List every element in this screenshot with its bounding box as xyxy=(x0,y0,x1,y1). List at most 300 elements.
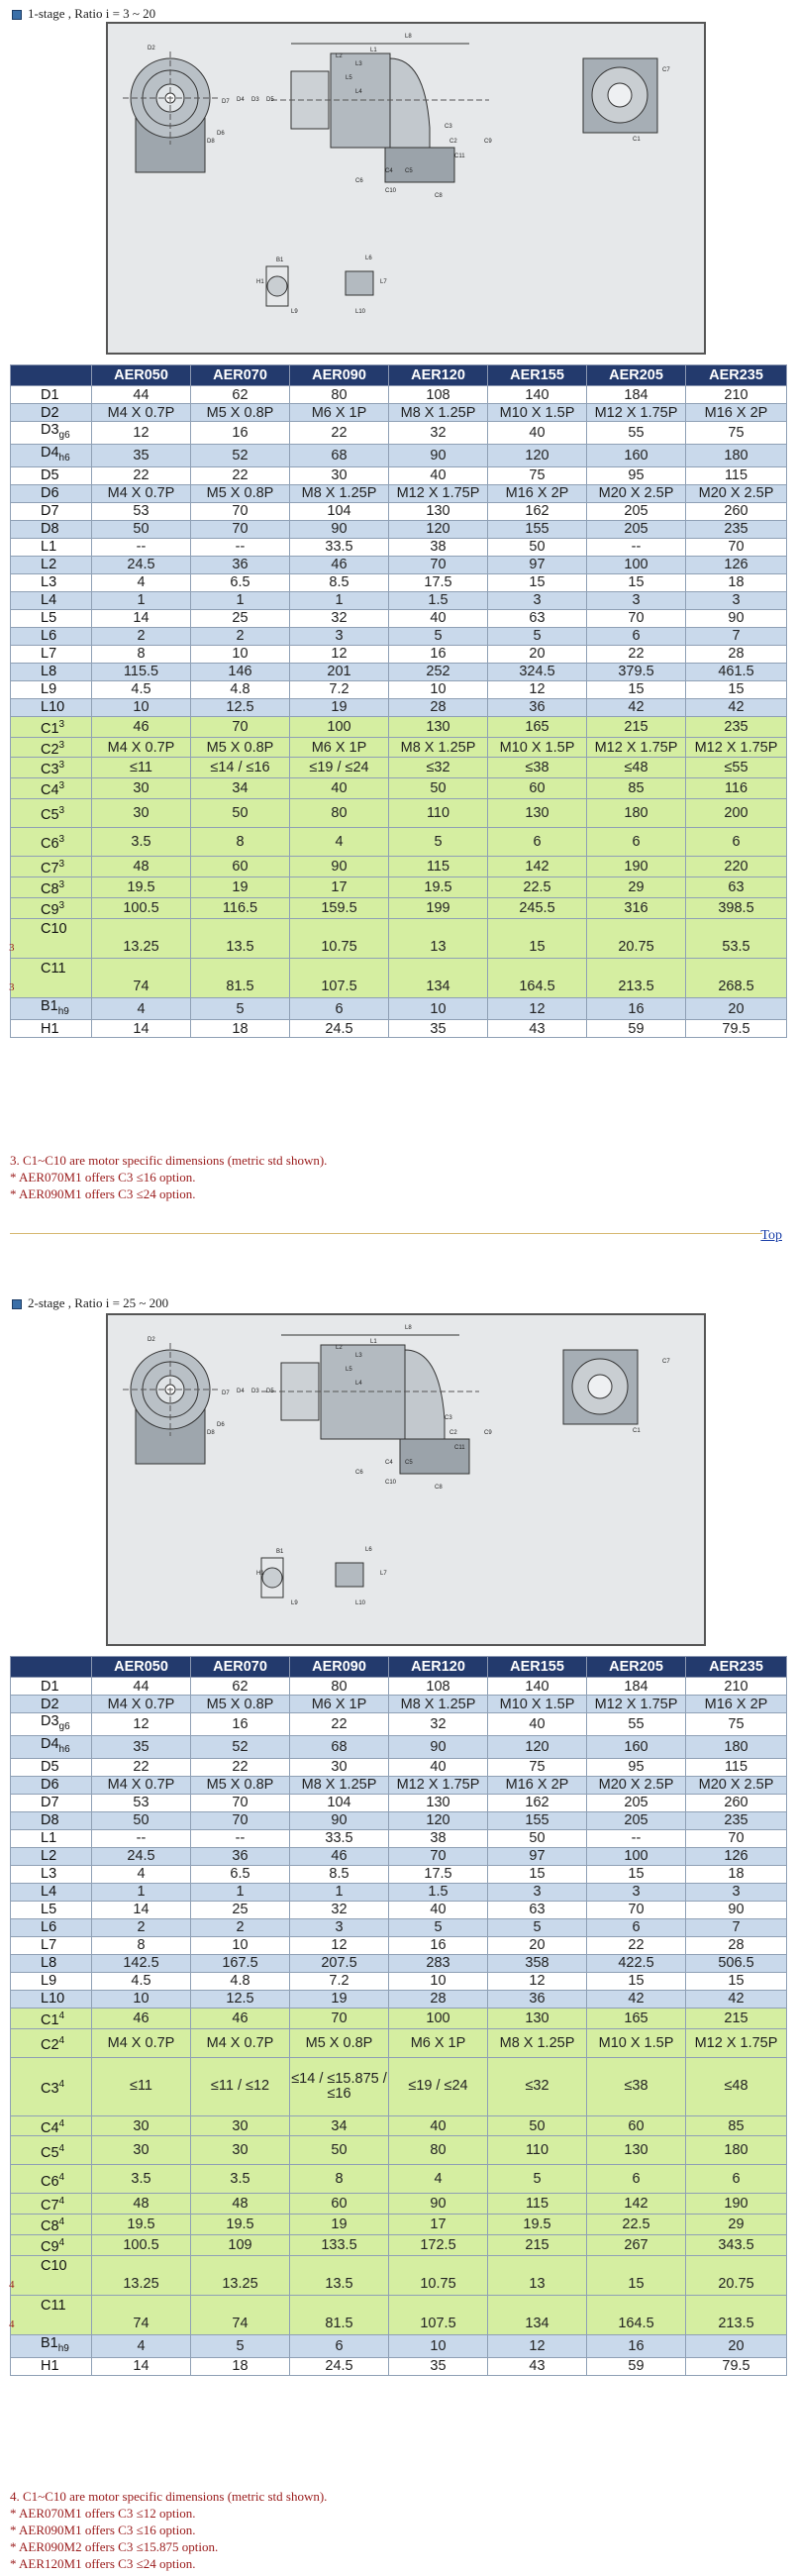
column-header: AER235 xyxy=(686,1657,787,1678)
row-label xyxy=(11,737,92,758)
table-cell: 15 xyxy=(488,573,587,591)
row-label-text: D8 xyxy=(41,521,59,538)
table-cell: 180 xyxy=(686,2136,787,2165)
table-cell: 100.5 xyxy=(92,2235,191,2256)
table-cell: 164.5 xyxy=(488,958,587,997)
row-label xyxy=(11,1972,92,1990)
table-cell: 30 xyxy=(92,2136,191,2165)
notes-2stage xyxy=(10,2488,327,2572)
row-label xyxy=(11,2008,92,2028)
table-row xyxy=(11,2295,787,2334)
table-cell: -- xyxy=(587,1829,686,1847)
table-cell: 142 xyxy=(587,2194,686,2215)
column-header: AER155 xyxy=(488,365,587,386)
table-cell: 62 xyxy=(191,386,290,404)
table-cell: 4 xyxy=(92,2334,191,2357)
table-cell: 10 xyxy=(389,2334,488,2357)
table-cell: 267 xyxy=(587,2235,686,2256)
table-cell: 42 xyxy=(686,698,787,716)
dimension-label: L4 xyxy=(355,89,362,95)
table-cell: 90 xyxy=(389,444,488,466)
row-label xyxy=(11,2115,92,2136)
row-label-text: L5 xyxy=(41,1902,57,1918)
row-label xyxy=(11,663,92,680)
table-cell: 50 xyxy=(488,1829,587,1847)
table-cell: 34 xyxy=(290,2115,389,2136)
row-label xyxy=(11,758,92,778)
table-cell: M8 X 1.25P xyxy=(290,484,389,502)
table-cell: 205 xyxy=(587,502,686,520)
side-footnote-mark: 4 xyxy=(9,2318,15,2330)
table-cell: M10 X 1.5P xyxy=(488,1696,587,1713)
row-label xyxy=(11,799,92,828)
column-header: AER090 xyxy=(290,1657,389,1678)
row-label xyxy=(11,2057,92,2115)
table-cell: 52 xyxy=(191,1735,290,1758)
table-cell: 75 xyxy=(686,1713,787,1736)
table-row xyxy=(11,1901,787,1918)
table-cell: 50 xyxy=(92,520,191,538)
top-link[interactable]: Top xyxy=(760,1228,782,1243)
table-cell: 63 xyxy=(488,609,587,627)
table-cell: M20 X 2.5P xyxy=(587,1776,686,1794)
table-cell: 4 xyxy=(92,997,191,1020)
row-label xyxy=(11,2215,92,2235)
dimension-label: D3 xyxy=(251,97,259,103)
row-label xyxy=(11,680,92,698)
table-cell: 100.5 xyxy=(92,897,191,918)
table-row xyxy=(11,857,787,877)
table-cell: 25 xyxy=(191,1901,290,1918)
table-cell: 70 xyxy=(191,1811,290,1829)
table-cell: 115 xyxy=(488,2194,587,2215)
table-cell: 268.5 xyxy=(686,958,787,997)
dimension-label: C7 xyxy=(662,67,670,73)
table-cell: M12 X 1.75P xyxy=(587,737,686,758)
table-cell: 40 xyxy=(389,609,488,627)
table-cell: 17 xyxy=(389,2215,488,2235)
table-cell: 90 xyxy=(686,1901,787,1918)
row-label-text: L8 xyxy=(41,1955,57,1972)
row-label xyxy=(11,958,92,997)
table-cell: 28 xyxy=(686,1936,787,1954)
row-label-text: B1 xyxy=(41,997,58,1014)
footnote-mark: 3 xyxy=(58,834,65,846)
row-label-text: D3 xyxy=(41,422,59,438)
table-cell: 70 xyxy=(191,502,290,520)
table-cell: 165 xyxy=(587,2008,686,2028)
table-cell: 4.5 xyxy=(92,680,191,698)
table-cell: 50 xyxy=(389,778,488,799)
table-row xyxy=(11,386,787,404)
table-cell: 7.2 xyxy=(290,680,389,698)
key-detail xyxy=(261,1558,363,1597)
table-cell: 110 xyxy=(488,2136,587,2165)
row-label-text: D7 xyxy=(41,1795,59,1811)
section1-title xyxy=(12,6,155,22)
row-label xyxy=(11,422,92,445)
row-label xyxy=(11,2235,92,2256)
side-view xyxy=(271,44,489,182)
table-cell: 190 xyxy=(686,2194,787,2215)
technical-drawing-2stage xyxy=(106,1313,706,1646)
table-cell: 215 xyxy=(587,716,686,737)
table-cell: 81.5 xyxy=(191,958,290,997)
table-cell: 146 xyxy=(191,663,290,680)
table-cell: 60 xyxy=(587,2115,686,2136)
table-row xyxy=(11,538,787,556)
row-label-text: C8 xyxy=(41,880,59,897)
table-cell: 1 xyxy=(191,1883,290,1901)
table-cell: ≤55 xyxy=(686,758,787,778)
table-cell: ≤32 xyxy=(488,2057,587,2115)
table-cell: 6 xyxy=(290,2334,389,2357)
table-cell: 324.5 xyxy=(488,663,587,680)
row-label-text: C9 xyxy=(41,2238,59,2255)
row-label-text: L7 xyxy=(41,646,57,663)
table-cell: 215 xyxy=(488,2235,587,2256)
table-cell: 120 xyxy=(389,1811,488,1829)
table-cell: 25 xyxy=(191,609,290,627)
table-cell: 134 xyxy=(389,958,488,997)
dimension-label: B1 xyxy=(276,1549,284,1555)
table-cell: 18 xyxy=(686,573,787,591)
bullet-icon xyxy=(12,1299,22,1309)
table-cell: 398.5 xyxy=(686,897,787,918)
table-cell: 140 xyxy=(488,1678,587,1696)
row-label xyxy=(11,591,92,609)
table-row xyxy=(11,1829,787,1847)
table-cell: M12 X 1.75P xyxy=(389,1776,488,1794)
table-cell: 5 xyxy=(191,2334,290,2357)
table-cell: 18 xyxy=(191,2357,290,2375)
table-cell: 115 xyxy=(389,857,488,877)
table-cell: 16 xyxy=(389,645,488,663)
table-cell: 28 xyxy=(389,698,488,716)
table-row xyxy=(11,645,787,663)
dimension-label: C9 xyxy=(484,1430,492,1436)
table-cell: 134 xyxy=(488,2295,587,2334)
spec-table-1stage xyxy=(10,364,787,1038)
dimension-label: D5 xyxy=(266,97,274,103)
table-cell: 1 xyxy=(92,1883,191,1901)
row-label-text: L10 xyxy=(41,1991,65,2008)
table-cell: 22 xyxy=(290,422,389,445)
table-cell: 70 xyxy=(191,1794,290,1811)
table-cell: 15 xyxy=(686,680,787,698)
table-cell: 2 xyxy=(92,1918,191,1936)
dimension-label: B1 xyxy=(276,258,284,263)
table-cell: 184 xyxy=(587,1678,686,1696)
row-label xyxy=(11,2028,92,2057)
table-cell: 55 xyxy=(587,422,686,445)
table-cell: M8 X 1.25P xyxy=(389,404,488,422)
dimension-label: L8 xyxy=(405,1325,412,1331)
table-cell: 35 xyxy=(389,1020,488,1038)
table-cell: 20.75 xyxy=(686,2255,787,2295)
table-cell: M10 X 1.5P xyxy=(587,2028,686,2057)
row-label xyxy=(11,1990,92,2008)
row-label xyxy=(11,2165,92,2194)
table-cell: ≤14 / ≤16 xyxy=(191,758,290,778)
table-cell: M5 X 0.8P xyxy=(191,737,290,758)
table-cell: 70 xyxy=(290,2008,389,2028)
table-cell: ≤19 / ≤24 xyxy=(290,758,389,778)
table-cell: 74 xyxy=(191,2295,290,2334)
row-label-text: B1 xyxy=(41,2334,58,2351)
side-view xyxy=(261,1335,479,1474)
row-label-text: L9 xyxy=(41,1973,57,1990)
table-row xyxy=(11,1883,787,1901)
note-line: 3. C1~C10 are motor specific dimensions (metric std shown). xyxy=(10,1153,328,1168)
row-label xyxy=(11,538,92,556)
table-cell: 80 xyxy=(290,1678,389,1696)
table-cell: M4 X 0.7P xyxy=(92,1696,191,1713)
table-cell: 60 xyxy=(191,857,290,877)
table-cell: 15 xyxy=(587,573,686,591)
dimension-label: L3 xyxy=(355,61,362,67)
row-label-text: L9 xyxy=(41,681,57,698)
table-cell: -- xyxy=(92,1829,191,1847)
dimension-label: H1 xyxy=(256,279,264,285)
row-label xyxy=(11,876,92,897)
row-label-text: C3 xyxy=(41,762,59,778)
table-cell: 10 xyxy=(92,1990,191,2008)
row-label xyxy=(11,857,92,877)
row-label xyxy=(11,1020,92,1038)
row-label xyxy=(11,1883,92,1901)
footnote-mark: 4 xyxy=(58,2117,65,2129)
table-cell: 379.5 xyxy=(587,663,686,680)
front-view xyxy=(123,52,218,172)
table-cell: 235 xyxy=(686,716,787,737)
table-cell: 6 xyxy=(587,1918,686,1936)
notes-1stage xyxy=(10,1152,327,1202)
row-label xyxy=(11,997,92,1020)
row-label xyxy=(11,444,92,466)
table-row xyxy=(11,2255,787,2295)
table-cell: 160 xyxy=(587,1735,686,1758)
table-row xyxy=(11,422,787,445)
table-cell: 24.5 xyxy=(290,2357,389,2375)
table-cell: 90 xyxy=(290,857,389,877)
table-cell: 6 xyxy=(587,828,686,857)
table-row xyxy=(11,1918,787,1936)
footnote-mark: 4 xyxy=(58,2171,65,2183)
table-row xyxy=(11,2334,787,2357)
table-cell: 13 xyxy=(488,2255,587,2295)
table-cell: 2 xyxy=(191,627,290,645)
table-cell: 85 xyxy=(686,2115,787,2136)
row-label-text: L8 xyxy=(41,664,57,680)
row-label-text: D8 xyxy=(41,1812,59,1829)
table-cell: 16 xyxy=(389,1936,488,1954)
row-label-text: L1 xyxy=(41,539,57,556)
table-cell: 14 xyxy=(92,1901,191,1918)
table-cell: 53 xyxy=(92,502,191,520)
table-cell: 140 xyxy=(488,386,587,404)
table-cell: 1 xyxy=(92,591,191,609)
table-cell: 10.75 xyxy=(290,918,389,958)
tolerance-mark: h6 xyxy=(58,452,70,464)
row-label-text: D6 xyxy=(41,485,59,502)
row-label-text: C1 xyxy=(41,2011,59,2028)
table-cell: 40 xyxy=(488,422,587,445)
table-cell: 68 xyxy=(290,1735,389,1758)
table-row xyxy=(11,609,787,627)
table-cell: M5 X 0.8P xyxy=(191,404,290,422)
table-cell: 53 xyxy=(92,1794,191,1811)
row-label xyxy=(11,1918,92,1936)
row-label-text: D2 xyxy=(41,404,59,421)
table-row xyxy=(11,997,787,1020)
table-cell: 50 xyxy=(488,2115,587,2136)
table-row xyxy=(11,1713,787,1736)
table-cell: 38 xyxy=(389,1829,488,1847)
table-cell: 40 xyxy=(389,1901,488,1918)
side-footnote-mark: 3 xyxy=(9,942,15,954)
table-cell: 1.5 xyxy=(389,1883,488,1901)
dimension-label: D3 xyxy=(251,1389,259,1394)
dimension-label: D6 xyxy=(217,1422,225,1428)
table-cell: M10 X 1.5P xyxy=(488,737,587,758)
table-cell: 3.5 xyxy=(191,2165,290,2194)
table-cell: 95 xyxy=(587,1758,686,1776)
table-cell: M4 X 0.7P xyxy=(92,737,191,758)
table-cell: 15 xyxy=(587,680,686,698)
row-label xyxy=(11,2295,92,2334)
dimension-label: L1 xyxy=(370,48,377,53)
table-row xyxy=(11,444,787,466)
table-cell: 16 xyxy=(587,2334,686,2357)
table-cell: 40 xyxy=(389,2115,488,2136)
row-label xyxy=(11,778,92,799)
table-cell: 50 xyxy=(488,538,587,556)
table-cell: 62 xyxy=(191,1678,290,1696)
table-cell: M5 X 0.8P xyxy=(191,1696,290,1713)
table-row xyxy=(11,876,787,897)
table-cell: 2 xyxy=(92,627,191,645)
table-cell: -- xyxy=(587,538,686,556)
table-cell: 213.5 xyxy=(587,958,686,997)
table-row xyxy=(11,799,787,828)
dimension-label: L1 xyxy=(370,1339,377,1345)
table-cell: 155 xyxy=(488,1811,587,1829)
table-cell: 44 xyxy=(92,386,191,404)
table-cell: 42 xyxy=(587,1990,686,2008)
table-row xyxy=(11,1678,787,1696)
table-cell: 42 xyxy=(686,1990,787,2008)
table-row xyxy=(11,1847,787,1865)
table-cell: 60 xyxy=(290,2194,389,2215)
table-cell: 19.5 xyxy=(488,2215,587,2235)
table-cell: 5 xyxy=(389,1918,488,1936)
footnote-mark: 4 xyxy=(58,2237,65,2249)
dimension-label: L6 xyxy=(365,1547,372,1553)
row-label-text: C5 xyxy=(41,2144,59,2161)
column-header: AER050 xyxy=(92,365,191,386)
row-label xyxy=(11,1794,92,1811)
table-cell: 126 xyxy=(686,1847,787,1865)
table-cell: M4 X 0.7P xyxy=(92,1776,191,1794)
table-cell: 32 xyxy=(389,1713,488,1736)
table-cell: 22 xyxy=(191,466,290,484)
table-cell: 24.5 xyxy=(92,556,191,573)
table-cell: 8 xyxy=(191,828,290,857)
table-cell: 12 xyxy=(488,1972,587,1990)
table-cell: 5 xyxy=(488,627,587,645)
table-cell: M8 X 1.25P xyxy=(488,2028,587,2057)
table-cell: M16 X 2P xyxy=(488,484,587,502)
table-cell: 80 xyxy=(290,799,389,828)
row-label-text: C5 xyxy=(41,807,59,823)
table-cell: M6 X 1P xyxy=(290,737,389,758)
table-cell: 1 xyxy=(290,591,389,609)
table-row xyxy=(11,1735,787,1758)
table-row xyxy=(11,778,787,799)
row-label xyxy=(11,1811,92,1829)
row-label-text: D4 xyxy=(41,1735,59,1752)
table-cell: M12 X 1.75P xyxy=(686,737,787,758)
table-cell: ≤11 xyxy=(92,758,191,778)
table-cell: M12 X 1.75P xyxy=(389,484,488,502)
table-cell: 70 xyxy=(686,538,787,556)
table-cell: 199 xyxy=(389,897,488,918)
table-row xyxy=(11,2194,787,2215)
table-cell: 109 xyxy=(191,2235,290,2256)
table-cell: -- xyxy=(191,538,290,556)
row-label-text: L6 xyxy=(41,1919,57,1936)
table-cell: 5 xyxy=(389,627,488,645)
table-row xyxy=(11,1794,787,1811)
table-cell: 42 xyxy=(587,698,686,716)
row-label xyxy=(11,1735,92,1758)
footnote-mark: 3 xyxy=(58,805,65,817)
column-header: AER205 xyxy=(587,365,686,386)
footnote-mark: 4 xyxy=(58,2078,65,2090)
dimension-label: C10 xyxy=(385,1480,397,1486)
table-cell: 235 xyxy=(686,1811,787,1829)
footnote-mark: 3 xyxy=(58,899,65,911)
note-line: * AER090M1 offers C3 ≤24 option. xyxy=(10,1186,196,1201)
dimension-label: C10 xyxy=(385,188,397,194)
table-row xyxy=(11,958,787,997)
table-cell: 79.5 xyxy=(686,2357,787,2375)
table-cell: 213.5 xyxy=(686,2295,787,2334)
table-row xyxy=(11,591,787,609)
note-line: * AER090M1 offers C3 ≤16 option. xyxy=(10,2523,196,2537)
table-cell: M6 X 1P xyxy=(389,2028,488,2057)
table-cell: 6 xyxy=(587,627,686,645)
note-line: * AER120M1 offers C3 ≤24 option. xyxy=(10,2556,196,2571)
table-cell: 6 xyxy=(587,2165,686,2194)
table-cell: 12.5 xyxy=(191,1990,290,2008)
table-cell: 28 xyxy=(686,645,787,663)
table-cell: 130 xyxy=(488,799,587,828)
table-cell: 180 xyxy=(587,799,686,828)
row-label-text: L1 xyxy=(41,1830,57,1847)
table-cell: 40 xyxy=(389,1758,488,1776)
table-cell: ≤38 xyxy=(488,758,587,778)
dimension-label: C6 xyxy=(355,1470,363,1476)
table-cell: 6 xyxy=(290,997,389,1020)
dimension-label: H1 xyxy=(256,1571,264,1577)
row-label-text: L3 xyxy=(41,574,57,591)
dimension-label: C5 xyxy=(405,168,413,174)
row-label-text: L3 xyxy=(41,1866,57,1883)
row-label-text: L7 xyxy=(41,1937,57,1954)
table-cell: 12 xyxy=(290,645,389,663)
